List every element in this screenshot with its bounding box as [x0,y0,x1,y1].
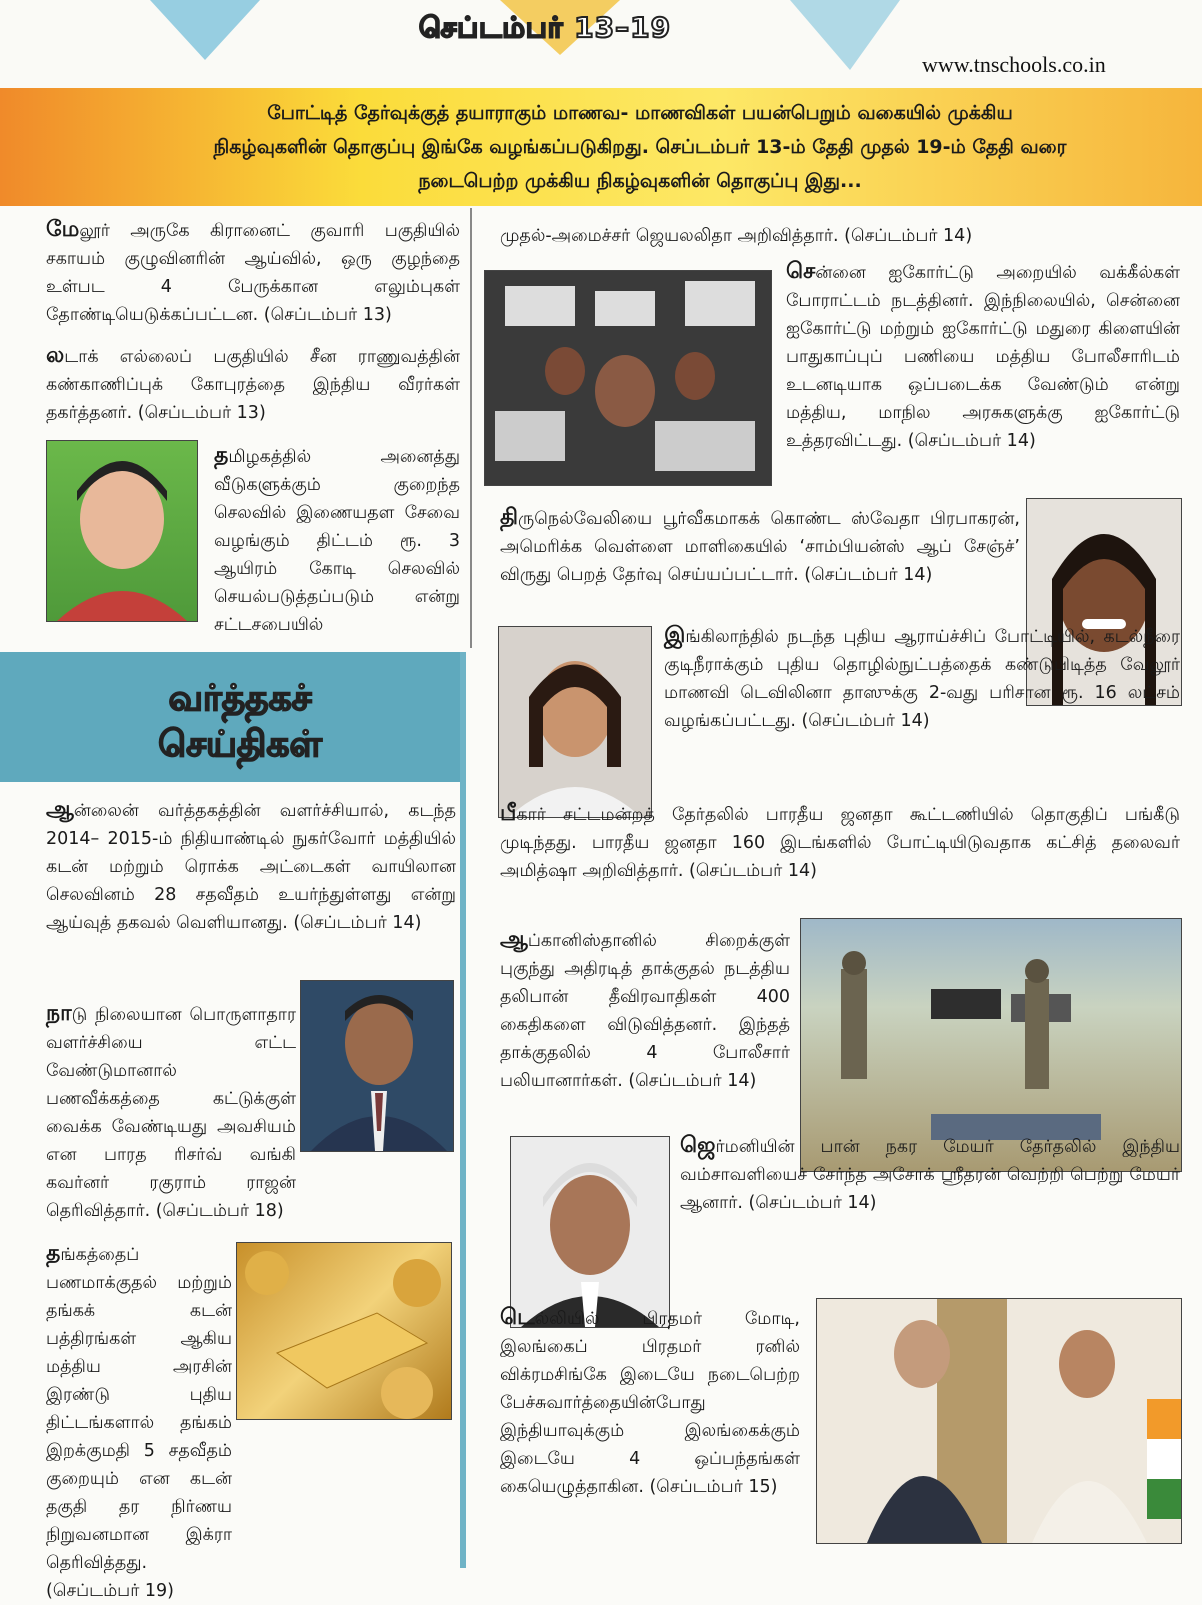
news-text: டாக் எல்லைப் பகுதியில் சீன ராணுவத்தின் கண்காணிப்புக் கோபுரத்தை இந்திய வீரர்கள் தகர்த்தனர். (செப்டம்பர் 13) [46,347,460,423]
lead-letters: செ [786,259,816,284]
photo-gold [236,1242,452,1420]
lead-letters: ஜெ [680,1133,716,1158]
news-item-ladakh [46,342,460,427]
news-text: ருநெல்வேலியை பூர்வீகமாகக் கொண்ட ஸ்வேதா பிரபாகரன், அமெரிக்க வெள்ளை மாளிகையில் ‘சாம்பியன்ஸ் ஆப் சேஞ்ச்’ விருது பெறத் தேர்வு செய்யப்பட்டார். (செப்டம்பர் 14) [500,509,1020,585]
news-item-swetha [500,504,1020,589]
lead-letters: த [46,1241,61,1266]
news-item-chennai-hc [786,258,1180,455]
news-text: ங்கிலாந்தில் நடந்த புதிய ஆராய்ச்சிப் போட்டியில், கடல்நீரை குடிநீராக்கும் புதிய தொழில்நுட்பத்தைக் கண்டுபிடித்த வேலூர் மாணவி டெவிலினா தாஸுக்கு 2-வது பரிசான ரூ. 16 லட்சம் வழங்கப்பட்டது. (செப்டம்பர் 14) [664,627,1180,731]
photo-raghuram-rajan [300,980,454,1152]
portrait-image [301,981,453,1151]
date-range-title: செப்டம்பர் 13–19 [418,11,672,44]
lead-letters: இ [664,623,686,648]
column-divider [470,208,472,648]
lead-letters: ல [46,343,65,368]
intro-line-1: போட்டித் தேர்வுக்குத் தயாராகும் மாணவ- மாணவிகள் பயன்பெறும் வகையில் முக்கிய [267,102,1013,124]
news-item-gold-scheme [46,1240,232,1605]
photo-modi-wickremesinghe [816,1298,1182,1544]
meeting-image [817,1299,1181,1543]
news-item-rbi [46,1000,296,1225]
portrait-image [511,1137,669,1327]
news-text: முதல்-அமைச்சர் ஜெயலலிதா அறிவித்தார். (செப்டம்பர் 14) [500,226,973,246]
lead-letters: ஆ [46,797,74,822]
lead-letters: த [214,443,229,468]
portrait-image [499,627,651,817]
lead-letters: டெ [500,1305,535,1330]
news-text: ல்லியில் பிரதமர் மோடி, இலங்கைப் பிரதமர் ரனில் விக்ரமசிங்கே இடையே நடைபெற்ற பேச்சுவார்த்தையின்போது இந்தியாவுக்கும் இலங்கைக்கும் இடையே 4 ஒப்பந்தங்கள் கையெழுத்தாகின. (செப்டம்பர் 15) [500,1309,800,1497]
lead-letters: ஆ [500,927,528,952]
news-item-online-trade [46,796,456,937]
news-item-tamilnadu-internet [214,442,460,639]
intro-line-2: நிகழ்வுகளின் தொகுப்பு இங்கே வழங்கப்படுகிறது. செப்டம்பர் 13-ம் தேதி முதல் 19-ம் தேதி வரை [213,136,1067,158]
news-item-devilina [664,622,1180,735]
intro-text [150,96,1130,198]
site-url[interactable]: www.tnschools.co.in [922,52,1106,77]
news-item-bihar [500,800,1180,885]
portrait-image [47,441,197,621]
lead-letters: தி [500,505,519,530]
news-text: லூர் அருகே கிரானைட் குவாரி பகுதியில் சகாயம் குழுவினரின் ஆய்வில், ஒரு குழந்தை உள்பட 4 பேருக்கான எலும்புகள் தோண்டியெடுக்கப்பட்டன. (செப்டம்பர் 13) [46,221,460,325]
news-text: ங்கத்தைப் பணமாக்குதல் மற்றும் தங்கக் கடன் பத்திரங்கள் ஆகிய மத்திய அரசின் இரண்டு புதிய திட்டங்களால் தங்கம் இறக்குமதி 5 சதவீதம் குறையும் என கடன் தகுதி தர நிர்ணய நிறுவனமான இக்ரா தெரிவித்தது. (செப்டம்பர் 19) [46,1245,232,1601]
business-title-line-1: வர்த்தகச் [168,678,312,719]
business-news-title [100,676,380,768]
news-text: ர்மனியின் பான் நகர மேயர் தேர்தலில் இந்திய வம்சாவளியைச் சேர்ந்த அசோக் ஸ்ரீதரன் வெற்றி பெற்று மேயர் ஆனார். (செப்டம்பர் 14) [680,1137,1180,1213]
news-item-cm-announce [500,222,1180,250]
lead-letters: மே [46,217,80,242]
lead-letters: பீ [500,801,517,826]
news-text: கார் சட்டமன்றத் தேர்தலில் பாரதீய ஜனதா கூட்டணியில் தொகுதிப் பங்கீடு முடிந்தது. பாரதீய ஜனதா 160 இடங்களில் போட்டியிடுவதாக கட்சித் தலைவர் அமித்ஷா அறிவித்தார். (செப்டம்பர் 14) [500,805,1180,881]
news-item-delhi [500,1304,800,1501]
news-item-afghanistan [500,926,790,1095]
business-section-strip [460,652,466,1568]
photo-devilina-das [498,626,652,818]
photo-jayalalitha [46,440,198,622]
news-text: ன்லைன் வர்த்தகத்தின் வளர்ச்சியால், கடந்த 2014– 2015-ம் நிதியாண்டில் நுகர்வோர் மத்தியில் கடன் மற்றும் ரொக்க அட்டைகள் வாயிலான செலவினம் 28 சதவீதம் உயர்ந்துள்ளது என்று ஆய்வுத் தகவல் வெளியானது. (செப்டம்பர் 14) [46,801,456,933]
news-text: ப்கானிஸ்தானில் சிறைக்குள் புகுந்து அதிரடித் தாக்குதல் நடத்திய தலிபான் தீவிரவாதிகள் 400 கைதிகளை விடுவித்தனர். இந்தத் தாக்குதலில் 4 போலீசார் பலியானார்கள். (செப்டம்பர் 14) [500,931,790,1091]
news-text: டு நிலையான பொருளாதார வளர்ச்சியை எட்ட வேண்டுமானால் பணவீக்கத்தை கட்டுக்குள் வைக்க வேண்டியது அவசியம் என பாரத ரிசர்வ் வங்கி கவர்னர் ரகுராம் ராஜன் தெரிவித்தார். (செப்டம்பர் 18) [46,1005,296,1221]
news-item-germany [680,1132,1180,1217]
protest-image [485,271,771,485]
news-text: மிழகத்தில் அனைத்து வீடுகளுக்கும் குறைந்த செலவில் இணையதள சேவை வழங்கும் திட்டம் ரூ. 3 ஆயிரம் கோடி செலவில் செயல்படுத்தப்படும் என்று சட்டசபையில் [214,447,460,635]
lead-letters: நா [46,1001,72,1026]
news-item-melur [46,216,460,329]
photo-ashok-sridharan [510,1136,670,1328]
business-title-line-2: செய்திகள் [158,724,322,765]
intro-line-3: நடைபெற்ற முக்கிய நிகழ்வுகளின் தொகுப்பு இது... [418,170,862,192]
news-text: ன்னை ஐகோர்ட்டு அறையில் வக்கீல்கள் போராட்டம் நடத்தினர். இந்நிலையில், சென்னை ஐகோர்ட்டு மற்றும் ஐகோர்ட்டு மதுரை கிளையின் பாதுகாப்புப் பணியை மத்திய போலீசாரிடம் உடனடியாக ஒப்படைக்க வேண்டும் என்று மத்திய, மாநில அரசுகளுக்கு ஐகோர்ட்டு உத்தரவிட்டது. (செப்டம்பர் 14) [786,263,1180,451]
gold-image [237,1243,451,1419]
photo-lawyers-protest [484,270,772,486]
